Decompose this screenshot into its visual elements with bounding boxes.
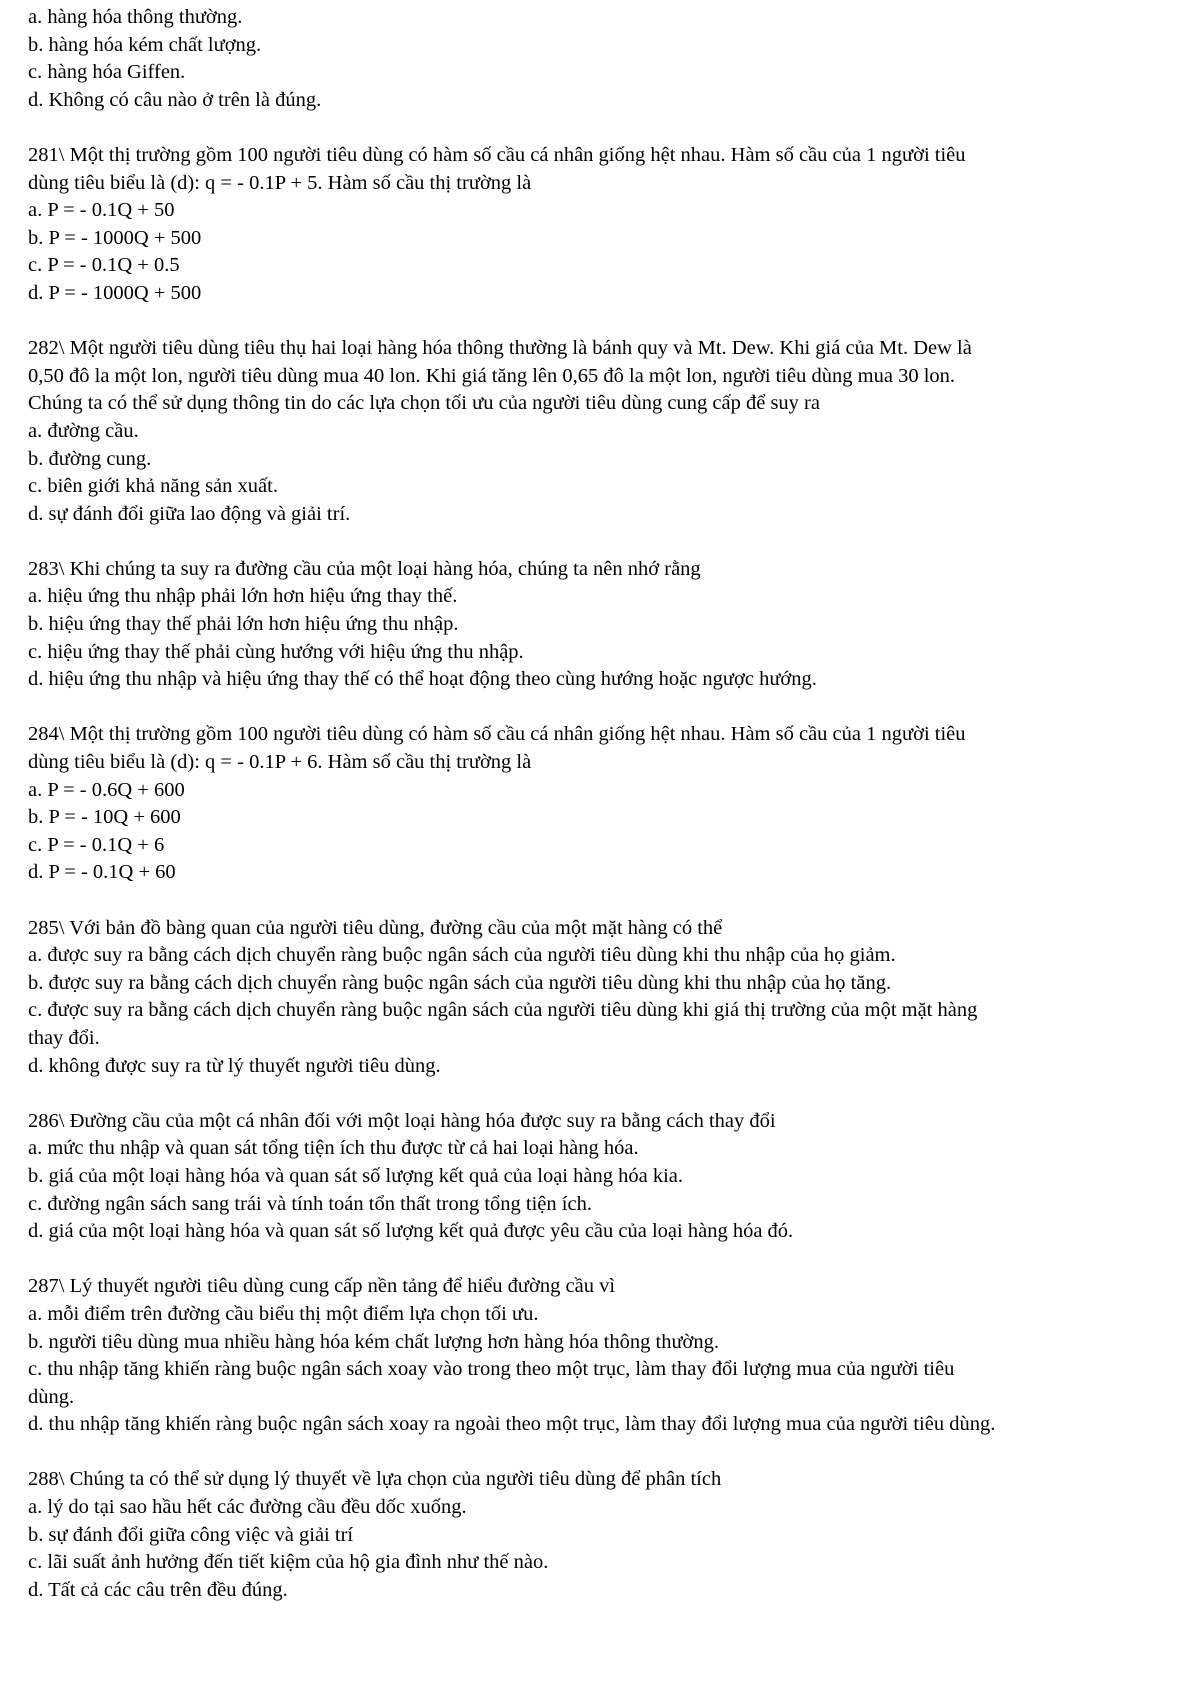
answer-option: c. lãi suất ảnh hưởng đến tiết kiệm của hộ gia đình như thế nào.: [28, 1551, 549, 1574]
question-block: [28, 721, 1178, 887]
answer-option: d. thu nhập tăng khiến ràng buộc ngân sách xoay ra ngoài theo một trục, làm thay đổi lượng mua của người tiêu dùng.: [28, 1413, 996, 1436]
answer-option: c. P = - 0.1Q + 0.5: [28, 254, 180, 277]
answer-option: d. không được suy ra từ lý thuyết người tiêu dùng.: [28, 1054, 441, 1077]
answer-option: c. được suy ra bằng cách dịch chuyển ràng buộc ngân sách của người tiêu dùng khi giá thị trường của một mặt hàng: [28, 999, 978, 1022]
answer-option: d. sự đánh đổi giữa lao động và giải trí.: [28, 502, 351, 525]
question-block: [28, 1466, 1178, 1604]
question-stem-line: 284\ Một thị trường gồm 100 người tiêu dùng có hàm số cầu cá nhân giống hệt nhau. Hàm số cầu của 1 người tiêu: [28, 723, 966, 746]
question-stem-line: 0,50 đô la một lon, người tiêu dùng mua 40 lon. Khi giá tăng lên 0,65 đô la một lon, người tiêu dùng mua 30 lon.: [28, 364, 956, 387]
answer-option: c. thu nhập tăng khiến ràng buộc ngân sách xoay vào trong theo một trục, làm thay đổi lượng mua của người tiêu: [28, 1358, 955, 1381]
answer-option: thay đổi.: [28, 1026, 100, 1049]
question-stem-line: 285\ Với bản đồ bàng quan của người tiêu dùng, đường cầu của một mặt hàng có thể: [28, 916, 723, 939]
question-continuation: [28, 4, 1178, 114]
document-page: [28, 4, 1178, 1632]
answer-option: b. người tiêu dùng mua nhiều hàng hóa kém chất lượng hơn hàng hóa thông thường.: [28, 1330, 720, 1353]
question-stem-line: 286\ Đường cầu của một cá nhân đối với một loại hàng hóa được suy ra bằng cách thay đổi: [28, 1109, 776, 1132]
question-stem-line: 287\ Lý thuyết người tiêu dùng cung cấp nền tảng để hiểu đường cầu vì: [28, 1275, 616, 1298]
answer-option: dùng.: [28, 1385, 75, 1408]
answer-option: c. biên giới khả năng sản xuất.: [28, 475, 278, 498]
answer-option: b. P = - 10Q + 600: [28, 806, 181, 829]
answer-option: c. P = - 0.1Q + 6: [28, 833, 165, 856]
question-block: [28, 915, 1178, 1081]
answer-option: b. giá của một loại hàng hóa và quan sát số lượng kết quả của loại hàng hóa kia.: [28, 1164, 683, 1187]
question-stem-line: Chúng ta có thể sử dụng thông tin do các lựa chọn tối ưu của người tiêu dùng cung cấp để suy ra: [28, 392, 820, 415]
answer-option: c. hàng hóa Giffen.: [28, 61, 186, 84]
answer-option: c. đường ngân sách sang trái và tính toán tổn thất trong tổng tiện ích.: [28, 1192, 592, 1215]
answer-option: a. mức thu nhập và quan sát tổng tiện ích thu được từ cả hai loại hàng hóa.: [28, 1137, 639, 1160]
answer-option: d. giá của một loại hàng hóa và quan sát số lượng kết quả được yêu cầu của loại hàng hóa đó.: [28, 1220, 794, 1243]
answer-option: b. đường cung.: [28, 447, 152, 470]
answer-option: a. lý do tại sao hầu hết các đường cầu đều dốc xuống.: [28, 1496, 467, 1519]
answer-option: c. hiệu ứng thay thế phải cùng hướng với hiệu ứng thu nhập.: [28, 640, 524, 663]
answer-option: d. P = - 1000Q + 500: [28, 281, 202, 304]
question-block: [28, 335, 1178, 528]
question-stem-line: 282\ Một người tiêu dùng tiêu thụ hai loại hàng hóa thông thường là bánh quy và Mt. Dew. Khi giá của Mt. Dew là: [28, 337, 972, 360]
answer-option: d. Tất cả các câu trên đều đúng.: [28, 1578, 288, 1601]
answer-option: b. hiệu ứng thay thế phải lớn hơn hiệu ứng thu nhập.: [28, 613, 459, 636]
question-stem-line: 288\ Chúng ta có thể sử dụng lý thuyết về lựa chọn của người tiêu dùng để phân tích: [28, 1468, 722, 1491]
answer-option: a. hiệu ứng thu nhập phải lớn hơn hiệu ứng thay thế.: [28, 585, 458, 608]
question-block: [28, 1108, 1178, 1246]
answer-option: d. Không có câu nào ở trên là đúng.: [28, 88, 322, 111]
answer-option: a. hàng hóa thông thường.: [28, 6, 243, 28]
question-stem-line: dùng tiêu biểu là (d): q = - 0.1P + 6. Hàm số cầu thị trường là: [28, 751, 532, 774]
question-block: [28, 142, 1178, 308]
answer-option: b. được suy ra bằng cách dịch chuyển ràng buộc ngân sách của người tiêu dùng khi thu nhập của họ tăng.: [28, 971, 892, 994]
answer-option: a. P = - 0.1Q + 50: [28, 199, 175, 222]
answer-option: a. mỗi điểm trên đường cầu biểu thị một điểm lựa chọn tối ưu.: [28, 1302, 539, 1325]
answer-option: d. P = - 0.1Q + 60: [28, 861, 176, 884]
question-stem-line: 283\ Khi chúng ta suy ra đường cầu của một loại hàng hóa, chúng ta nên nhớ rằng: [28, 557, 701, 580]
question-block: [28, 1273, 1178, 1439]
answer-option: a. P = - 0.6Q + 600: [28, 778, 185, 801]
question-stem-line: 281\ Một thị trường gồm 100 người tiêu dùng có hàm số cầu cá nhân giống hệt nhau. Hàm số cầu của 1 người tiêu: [28, 143, 966, 166]
question-stem-line: dùng tiêu biểu là (d): q = - 0.1P + 5. Hàm số cầu thị trường là: [28, 171, 532, 194]
answer-option: a. đường cầu.: [28, 419, 139, 442]
answer-option: b. hàng hóa kém chất lượng.: [28, 33, 262, 56]
answer-option: a. được suy ra bằng cách dịch chuyển ràng buộc ngân sách của người tiêu dùng khi thu nhập của họ giảm.: [28, 944, 896, 967]
answer-option: d. hiệu ứng thu nhập và hiệu ứng thay thế có thể hoạt động theo cùng hướng hoặc ngược hướng.: [28, 668, 817, 691]
answer-option: b. P = - 1000Q + 500: [28, 226, 202, 249]
question-block: [28, 556, 1178, 694]
answer-option: b. sự đánh đổi giữa công việc và giải trí: [28, 1523, 354, 1546]
